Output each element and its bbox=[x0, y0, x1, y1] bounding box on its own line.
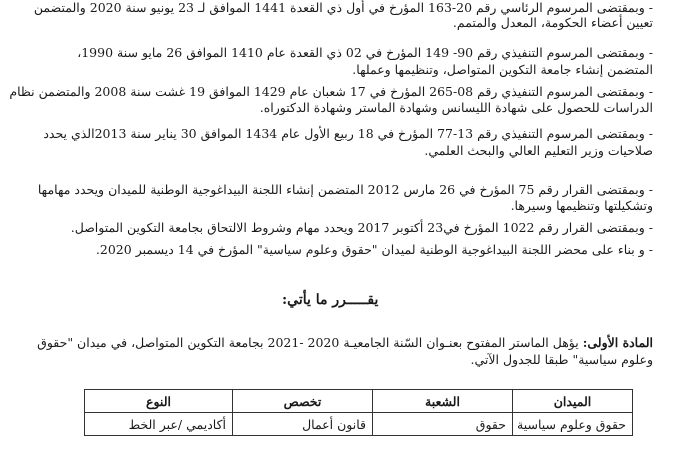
article-one-text: يؤهل الماستر المفتوح بعنـوان السّنة الجامعيـة 2020 -2021 بجامعة التكوين المتواصل، في ميدان "حقوق bbox=[37, 335, 583, 350]
table-row bbox=[85, 413, 633, 436]
preamble-line: - وبمقتضى المرسوم التنفيذي رقم 08-265 المؤرخ في 17 شعبان عام 1429 الموافق 19 غشت سنة 2008 والمتضمن نظام bbox=[9, 84, 653, 99]
table-cell: حقوق وعلوم سياسية bbox=[513, 413, 633, 436]
preamble-line: المتضمن إنشاء جامعة التكوين المتواصل، وتنظيمها وعملها. bbox=[352, 62, 653, 77]
preamble-line: - و بناء على محضر اللجنة البيداغوجية الوطنية لميدان "حقوق وعلوم سياسية" المؤرخ في 14 ديسمبر 2020. bbox=[95, 242, 653, 257]
preamble-line: الدراسات للحصول على شهادة الليسانس وشهادة الماستر وشهادة الدكتوراه. bbox=[259, 100, 653, 115]
article-one-line: وعلوم سياسية" طبقا للجدول الآتي. bbox=[470, 352, 653, 367]
specialty-table bbox=[84, 389, 633, 436]
table-cell: حقوق bbox=[373, 413, 513, 436]
preamble-line: - وبمقتضى المرسوم التنفيذي رقم 13-77 المؤرخ في 18 ربيع الأول عام 1434 الموافق 30 يناير سنة 2013الذي يحدد bbox=[43, 126, 653, 141]
table-cell: أكاديمي /عبر الخط bbox=[85, 413, 233, 436]
table-header-cell: الشعبة bbox=[373, 390, 513, 413]
table-header-cell: تخصص bbox=[233, 390, 373, 413]
article-one-line bbox=[37, 335, 653, 351]
table-header-row bbox=[85, 390, 633, 413]
preamble-line: وتشكيلتها وتنظيمها وسيرها. bbox=[510, 198, 653, 213]
preamble-line: تعيين أعضاء الحكومة، المعدل والمتمم. bbox=[452, 15, 653, 30]
preamble-line: - وبمقتضى القرار رقم 1022 المؤرخ في23 أكتوبر 2017 ويحدد مهام وشروط الالتحاق بجامعة التكوين المتواصل. bbox=[70, 220, 653, 235]
preamble-line: - وبمقتضى المرسوم التنفيذي رقم 90- 149 المؤرخ في 02 ذي القعدة عام 1410 الموافق 26 مايو سنة 1990، bbox=[77, 45, 653, 60]
decision-heading: يقـــــرر ما يأتي: bbox=[282, 292, 379, 308]
table-header-cell: النوع bbox=[85, 390, 233, 413]
table-cell: قانون أعمال bbox=[233, 413, 373, 436]
preamble-line: صلاحيات وزير التعليم العالي والبحث العلمي. bbox=[424, 143, 653, 158]
preamble-line: - وبمقتضى المرسوم الرئاسي رقم 20-163 المؤرخ في أول ذي القعدة 1441 الموافق لـ 23 يونيو سنة 2020 والمتضمن bbox=[33, 0, 653, 15]
preamble-line: - وبمقتضى القرار رقم 75 المؤرخ في 26 مارس 2012 المتضمن إنشاء اللجنة البيداغوجية الوطنية للميدان ويحدد مهامها bbox=[37, 182, 653, 197]
article-label: المادة الأولى: bbox=[582, 335, 653, 350]
table-header-cell: الميدان bbox=[513, 390, 633, 413]
